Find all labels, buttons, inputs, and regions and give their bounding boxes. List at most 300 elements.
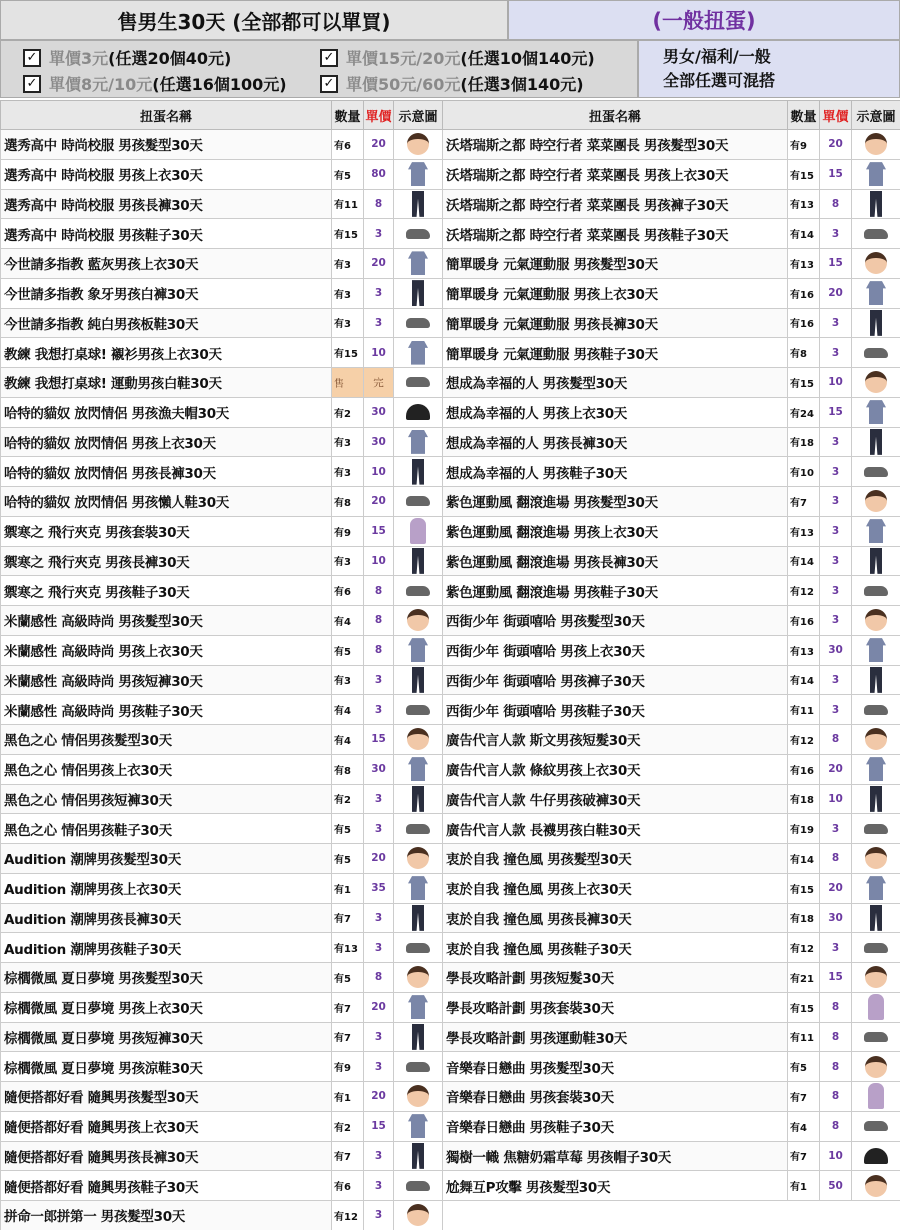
item-name: 棕櫚微風 夏日夢境 男孩涼鞋30天 [1, 1052, 332, 1082]
shoes-icon [864, 1032, 888, 1042]
table-row [443, 665, 900, 695]
pants-icon [870, 429, 882, 455]
top-icon [866, 281, 886, 305]
item-preview [394, 397, 443, 427]
item-name: 西街少年 街頭嘻哈 男孩鞋子30天 [443, 695, 788, 725]
item-quantity: 有7 [788, 1082, 820, 1112]
table-row [443, 159, 900, 189]
shoes-icon [864, 824, 888, 834]
item-preview [852, 368, 900, 398]
item-preview [852, 249, 900, 279]
item-preview [394, 159, 443, 189]
item-preview [394, 576, 443, 606]
item-quantity: 有21 [788, 963, 820, 993]
item-preview [394, 487, 443, 517]
item-preview [394, 695, 443, 725]
item-preview [852, 397, 900, 427]
item-name: 廣告代言人款 長襪男孩白鞋30天 [443, 814, 788, 844]
table-row [443, 844, 900, 874]
pants-icon [870, 191, 882, 217]
column-header-price: 單價 [364, 101, 394, 130]
item-name: 哈特的貓奴 放閃情侶 男孩懶人鞋30天 [1, 487, 332, 517]
item-preview [852, 1052, 900, 1082]
top-icon [408, 251, 428, 275]
hair-icon [865, 252, 887, 274]
pricing-option [23, 46, 231, 69]
item-name: 隨便搭都好看 隨興男孩鞋子30天 [1, 1171, 332, 1201]
pants-icon [412, 191, 424, 217]
table-row [443, 249, 900, 279]
pricing-unit: 單價15元/20元 [346, 49, 461, 68]
item-price: 80 [364, 159, 394, 189]
item-name: 沃塔瑞斯之都 時空行者 菜菜團長 男孩鞋子30天 [443, 219, 788, 249]
item-price: 8 [364, 189, 394, 219]
pants-icon [412, 459, 424, 485]
item-quantity: 有18 [788, 903, 820, 933]
table-row [443, 784, 900, 814]
item-quantity: 有3 [332, 249, 364, 279]
table-row [443, 130, 900, 160]
item-preview [852, 487, 900, 517]
table-row [1, 308, 443, 338]
item-name: 廣告代言人款 斯文男孩短髮30天 [443, 725, 788, 755]
shoes-icon [406, 377, 430, 387]
top-icon [866, 757, 886, 781]
top-icon [866, 638, 886, 662]
item-quantity: 有1 [788, 1171, 820, 1201]
table-row [1, 487, 443, 517]
item-name: 米蘭感性 高級時尚 男孩短褲30天 [1, 665, 332, 695]
item-name: 隨便搭都好看 隨興男孩髮型30天 [1, 1082, 332, 1112]
item-name: 衷於自我 撞色風 男孩鞋子30天 [443, 933, 788, 963]
table-row [443, 1171, 900, 1201]
shoes-icon [406, 1062, 430, 1072]
item-name: 選秀高中 時尚校服 男孩上衣30天 [1, 159, 332, 189]
column-header-price: 單價 [820, 101, 852, 130]
item-price: 8 [820, 725, 852, 755]
item-quantity: 有2 [332, 784, 364, 814]
hair-icon [865, 966, 887, 988]
table-row [1, 1141, 443, 1171]
table-row [443, 1022, 900, 1052]
item-name: 今世請多指教 純白男孩板鞋30天 [1, 308, 332, 338]
table-row [1, 844, 443, 874]
top-icon [866, 400, 886, 424]
item-price: 15 [820, 963, 852, 993]
item-name: 哈特的貓奴 放閃情侶 男孩上衣30天 [1, 427, 332, 457]
item-price: 完 [364, 368, 394, 398]
top-icon [866, 876, 886, 900]
item-quantity: 有7 [332, 1022, 364, 1052]
item-price: 10 [820, 784, 852, 814]
page-title: 售男生30天 (全部都可以單買) [0, 0, 508, 40]
item-price: 8 [820, 1082, 852, 1112]
pricing-bundle: (任選3個140元) [460, 75, 584, 94]
table-row [443, 635, 900, 665]
item-quantity: 有13 [788, 516, 820, 546]
top-icon [408, 757, 428, 781]
item-quantity: 售 [332, 368, 364, 398]
table-row [443, 933, 900, 963]
hair-icon [407, 728, 429, 750]
item-price: 3 [820, 814, 852, 844]
item-price: 3 [364, 933, 394, 963]
item-name: 拼命一郎拼第一 男孩髮型30天 [1, 1201, 332, 1230]
item-quantity: 有14 [788, 546, 820, 576]
shoes-icon [864, 348, 888, 358]
item-quantity: 有15 [332, 219, 364, 249]
table-row [443, 963, 900, 993]
item-preview [394, 338, 443, 368]
item-preview [852, 606, 900, 636]
item-preview [394, 844, 443, 874]
table-row [443, 338, 900, 368]
item-name: 哈特的貓奴 放閃情侶 男孩漁夫帽30天 [1, 397, 332, 427]
item-price: 15 [364, 1111, 394, 1141]
item-name: 教練 我想打桌球! 襯衫男孩上衣30天 [1, 338, 332, 368]
pricing-option [320, 72, 584, 95]
item-preview [394, 1201, 443, 1230]
item-quantity: 有15 [788, 159, 820, 189]
item-name: 西街少年 街頭嘻哈 男孩褲子30天 [443, 665, 788, 695]
item-quantity: 有14 [788, 844, 820, 874]
item-preview [852, 457, 900, 487]
pants-icon [870, 310, 882, 336]
item-price: 20 [820, 754, 852, 784]
pants-icon [870, 786, 882, 812]
item-name: 棕櫚微風 夏日夢境 男孩上衣30天 [1, 992, 332, 1022]
shoes-icon [864, 943, 888, 953]
item-quantity: 有11 [788, 695, 820, 725]
item-name: 音樂春日戀曲 男孩套裝30天 [443, 1082, 788, 1112]
item-quantity: 有4 [332, 725, 364, 755]
table-row [1, 189, 443, 219]
hat-icon [864, 1148, 888, 1164]
item-preview [394, 873, 443, 903]
pricing-panel [0, 40, 638, 98]
item-quantity: 有7 [788, 487, 820, 517]
top-icon [408, 876, 428, 900]
shoes-icon [406, 705, 430, 715]
top-icon [408, 430, 428, 454]
item-quantity: 有7 [332, 903, 364, 933]
item-preview [394, 219, 443, 249]
table-row [443, 814, 900, 844]
item-name: 西街少年 街頭嘻哈 男孩髮型30天 [443, 606, 788, 636]
table-row [1, 695, 443, 725]
item-name: 禦寒之 飛行夾克 男孩鞋子30天 [1, 576, 332, 606]
item-price: 3 [820, 546, 852, 576]
item-price: 20 [364, 130, 394, 160]
item-price: 8 [820, 189, 852, 219]
item-name: Audition 潮牌男孩鞋子30天 [1, 933, 332, 963]
item-quantity: 有1 [332, 1082, 364, 1112]
table-row [443, 189, 900, 219]
item-price: 3 [364, 665, 394, 695]
table-row [1, 368, 443, 398]
item-quantity: 有16 [788, 754, 820, 784]
item-quantity: 有16 [788, 308, 820, 338]
item-quantity: 有5 [332, 159, 364, 189]
table-row [1, 457, 443, 487]
item-quantity: 有8 [332, 487, 364, 517]
item-quantity: 有9 [332, 516, 364, 546]
item-name: Audition 潮牌男孩髮型30天 [1, 844, 332, 874]
table-row [1, 249, 443, 279]
item-name: 學長攻略計劃 男孩運動鞋30天 [443, 1022, 788, 1052]
item-price: 30 [820, 903, 852, 933]
table-row [1, 397, 443, 427]
item-preview [394, 189, 443, 219]
item-quantity: 有12 [788, 576, 820, 606]
item-price: 8 [820, 1052, 852, 1082]
table-row [1, 338, 443, 368]
item-price: 3 [364, 695, 394, 725]
item-quantity: 有8 [332, 754, 364, 784]
item-price: 8 [364, 963, 394, 993]
item-name: 禦寒之 飛行夾克 男孩長褲30天 [1, 546, 332, 576]
item-price: 3 [364, 784, 394, 814]
item-quantity: 有11 [332, 189, 364, 219]
item-price: 3 [364, 1171, 394, 1201]
item-price: 20 [364, 1082, 394, 1112]
hair-icon [865, 847, 887, 869]
table-row [1, 219, 443, 249]
table-row [443, 1141, 900, 1171]
hair-icon [865, 728, 887, 750]
item-quantity: 有12 [788, 725, 820, 755]
pants-icon [870, 667, 882, 693]
item-preview [852, 308, 900, 338]
item-name: 紫色運動風 翻滾進場 男孩鞋子30天 [443, 576, 788, 606]
item-price: 15 [820, 249, 852, 279]
top-icon [408, 1114, 428, 1138]
table-row [443, 606, 900, 636]
item-quantity: 有12 [788, 933, 820, 963]
table-row [1, 992, 443, 1022]
item-price: 8 [820, 844, 852, 874]
table-row [1, 576, 443, 606]
item-price: 30 [364, 397, 394, 427]
table-header-row [1, 101, 443, 130]
item-preview [852, 1111, 900, 1141]
pants-icon [412, 786, 424, 812]
item-price: 30 [820, 635, 852, 665]
item-price: 35 [364, 873, 394, 903]
pricing-bundle: (任選16個100元) [152, 75, 287, 94]
item-preview [852, 427, 900, 457]
item-name: 獨樹一幟 焦糖奶霜草莓 男孩帽子30天 [443, 1141, 788, 1171]
item-price: 3 [364, 308, 394, 338]
hair-icon [407, 1204, 429, 1226]
item-price: 8 [820, 992, 852, 1022]
item-preview [394, 1052, 443, 1082]
item-name: 音樂春日戀曲 男孩髮型30天 [443, 1052, 788, 1082]
table-row [1, 665, 443, 695]
table-row [443, 427, 900, 457]
pants-icon [870, 548, 882, 574]
shoes-icon [864, 1121, 888, 1131]
item-quantity: 有9 [332, 1052, 364, 1082]
item-quantity: 有2 [332, 397, 364, 427]
hair-icon [865, 1056, 887, 1078]
table-row [443, 754, 900, 784]
item-quantity: 有15 [788, 992, 820, 1022]
item-preview [394, 933, 443, 963]
item-quantity: 有6 [332, 130, 364, 160]
item-name: 音樂春日戀曲 男孩鞋子30天 [443, 1111, 788, 1141]
shoes-icon [406, 1181, 430, 1191]
shoes-icon [406, 229, 430, 239]
category-title: (一般扭蛋) [508, 0, 900, 40]
item-price: 3 [820, 933, 852, 963]
item-quantity: 有6 [332, 1171, 364, 1201]
table-row [443, 1082, 900, 1112]
table-header-row [443, 101, 900, 130]
item-preview [852, 963, 900, 993]
category-line: 男女/福利/一般 [663, 47, 771, 66]
top-icon [866, 519, 886, 543]
item-quantity: 有5 [332, 963, 364, 993]
item-price: 10 [820, 368, 852, 398]
table-row [443, 576, 900, 606]
item-name: 紫色運動風 翻滾進場 男孩長褲30天 [443, 546, 788, 576]
top-icon [408, 638, 428, 662]
checkbox-checked-icon: ✓ [320, 75, 338, 93]
item-price: 20 [364, 487, 394, 517]
item-price: 30 [364, 427, 394, 457]
item-preview [394, 546, 443, 576]
item-preview [852, 665, 900, 695]
table-row [1, 1111, 443, 1141]
shoes-icon [406, 824, 430, 834]
item-name: 沃塔瑞斯之都 時空行者 菜菜團長 男孩髮型30天 [443, 130, 788, 160]
item-quantity: 有7 [788, 1141, 820, 1171]
item-preview [394, 249, 443, 279]
item-quantity: 有11 [788, 1022, 820, 1052]
shoes-icon [864, 467, 888, 477]
item-price: 3 [364, 1201, 394, 1230]
pricing-bundle: (任選20個40元) [108, 49, 232, 68]
pants-icon [412, 667, 424, 693]
item-preview [852, 159, 900, 189]
item-preview [394, 635, 443, 665]
item-preview [852, 576, 900, 606]
item-price: 3 [820, 308, 852, 338]
table-row [443, 487, 900, 517]
item-preview [394, 278, 443, 308]
item-preview [852, 130, 900, 160]
item-price: 30 [364, 754, 394, 784]
table-row [443, 903, 900, 933]
item-price: 15 [820, 159, 852, 189]
item-preview [394, 1171, 443, 1201]
item-name: 棕櫚微風 夏日夢境 男孩髮型30天 [1, 963, 332, 993]
item-price: 50 [820, 1171, 852, 1201]
item-price: 15 [820, 397, 852, 427]
pricing-bundle: (任選10個140元) [460, 49, 595, 68]
table-row [1, 784, 443, 814]
table-row [1, 963, 443, 993]
hair-icon [865, 1175, 887, 1197]
item-name: 想成為幸福的人 男孩長褲30天 [443, 427, 788, 457]
item-quantity: 有3 [332, 546, 364, 576]
shoes-icon [864, 586, 888, 596]
item-price: 3 [820, 487, 852, 517]
item-quantity: 有16 [788, 278, 820, 308]
item-name: 今世請多指教 藍灰男孩上衣30天 [1, 249, 332, 279]
table-row [1, 1052, 443, 1082]
item-quantity: 有1 [332, 873, 364, 903]
column-header-qty: 數量 [332, 101, 364, 130]
item-price: 8 [820, 1022, 852, 1052]
table-row [1, 933, 443, 963]
item-price: 3 [820, 219, 852, 249]
table-row [443, 725, 900, 755]
column-header-name: 扭蛋名稱 [1, 101, 332, 130]
item-quantity: 有14 [788, 219, 820, 249]
item-price: 8 [364, 606, 394, 636]
item-price: 3 [364, 278, 394, 308]
item-name: 紫色運動風 翻滾進場 男孩上衣30天 [443, 516, 788, 546]
item-quantity: 有3 [332, 427, 364, 457]
shoes-icon [864, 229, 888, 239]
table-row [1, 903, 443, 933]
item-price: 3 [820, 576, 852, 606]
top-icon [866, 162, 886, 186]
item-price: 20 [820, 130, 852, 160]
item-price: 3 [364, 1141, 394, 1171]
item-preview [852, 903, 900, 933]
item-quantity: 有5 [332, 635, 364, 665]
item-quantity: 有14 [788, 665, 820, 695]
checkbox-checked-icon: ✓ [23, 75, 41, 93]
shoes-icon [406, 586, 430, 596]
item-quantity: 有9 [788, 130, 820, 160]
table-row [1, 516, 443, 546]
item-name: 哈特的貓奴 放閃情侶 男孩長褲30天 [1, 457, 332, 487]
item-preview [394, 665, 443, 695]
items-table-left [0, 100, 443, 1230]
items-table-right [442, 100, 900, 1201]
item-preview [394, 784, 443, 814]
item-quantity: 有7 [332, 1141, 364, 1171]
item-price: 8 [364, 576, 394, 606]
item-quantity: 有24 [788, 397, 820, 427]
outfit-icon [868, 994, 884, 1020]
item-preview [394, 130, 443, 160]
item-quantity: 有18 [788, 784, 820, 814]
table-row [443, 992, 900, 1022]
item-name: 學長攻略計劃 男孩短髮30天 [443, 963, 788, 993]
item-name: 選秀高中 時尚校服 男孩髮型30天 [1, 130, 332, 160]
shoes-icon [406, 943, 430, 953]
table-row [443, 695, 900, 725]
item-price: 3 [820, 665, 852, 695]
table-row [443, 516, 900, 546]
item-price: 10 [364, 546, 394, 576]
item-preview [852, 1141, 900, 1171]
item-quantity: 有15 [788, 873, 820, 903]
item-name: 想成為幸福的人 男孩上衣30天 [443, 397, 788, 427]
item-preview [852, 1022, 900, 1052]
item-quantity: 有7 [332, 992, 364, 1022]
pants-icon [870, 905, 882, 931]
table-row [1, 427, 443, 457]
item-quantity: 有5 [332, 844, 364, 874]
item-price: 3 [820, 427, 852, 457]
table-row [1, 1022, 443, 1052]
